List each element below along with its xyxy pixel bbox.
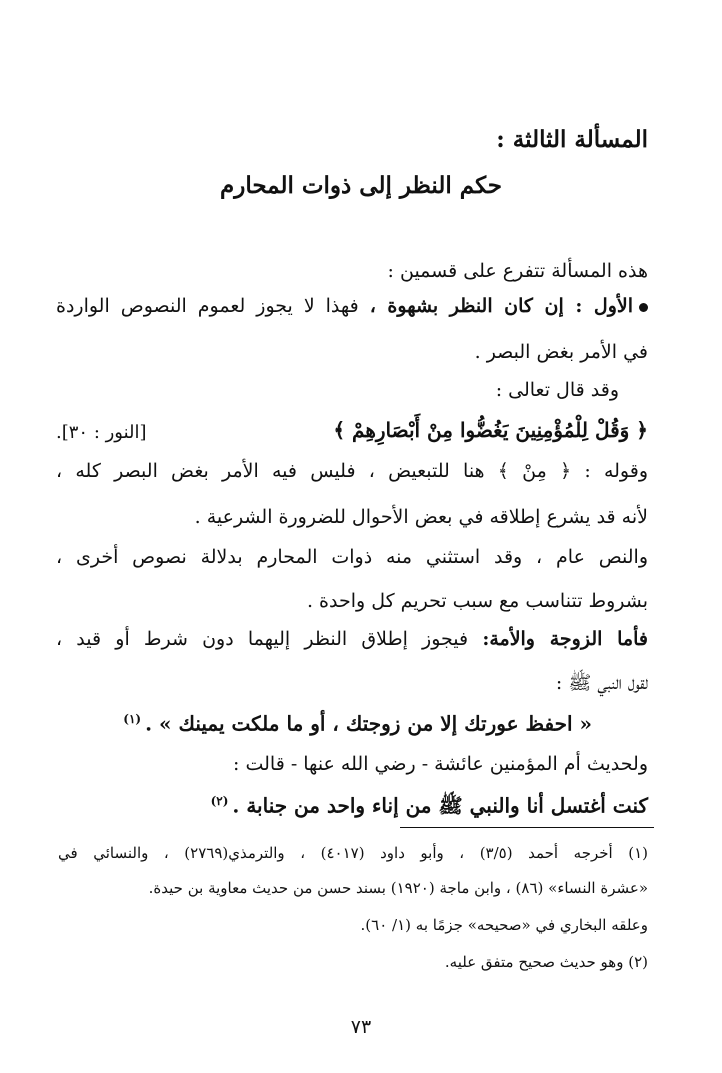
general-text: والنص عام ، وقد استثني منه ذوات المحارم بدلالة نصوص أخرى ،	[56, 546, 648, 568]
hadith-2-text: كنت أغتسل أنا والنبي ﷺ من إناء واحد من جنابة .	[232, 793, 648, 818]
topic-title: حكم النظر إلى ذوات المحارم	[219, 172, 502, 199]
page-number: ٧٣	[350, 1016, 372, 1038]
first-case-text: فهذا لا يجوز لعموم النصوص الواردة	[56, 295, 359, 317]
footnote-ref-2: (٢)	[210, 794, 229, 808]
min-explanation-continuation: لأنه قد يشرع إطلاقه في بعض الأحوال للضرورة الشرعية .	[194, 506, 648, 528]
first-case-continuation: في الأمر بغض البصر .	[474, 341, 648, 363]
aisha-line: ولحديث أم المؤمنين عائشة - رضي الله عنها - قالت :	[233, 753, 648, 775]
min-explanation-line	[56, 462, 648, 481]
general-text-line	[56, 548, 648, 567]
first-case-label: الأول : إن كان النظر بشهوة ،	[369, 295, 633, 317]
footnote-1-line-2: «عشرة النساء» (٨٦) ، وابن ماجة (١٩٢٠) بسند حسن من حديث معاوية بن حيدة.	[148, 879, 648, 897]
hadith-1-text: « احفظ عورتك إلا من زوجتك ، أو ما ملكت يمينك » .	[145, 711, 592, 736]
hadith-2	[211, 795, 648, 816]
intro-line: هذه المسألة تتفرع على قسمين :	[387, 260, 648, 282]
footnote-1-line-1: (١) أخرجه أحمد (٣/٥) ، وأبو داود (٤٠١٧) ، والترمذي(٢٧٦٩) ، والنسائي في	[58, 844, 649, 862]
general-text-continuation: بشروط تتناسب مع سبب تحريم كل واحدة .	[306, 590, 648, 612]
bullet-icon	[639, 303, 648, 312]
footnote-separator	[400, 827, 654, 828]
prophet-said-line: لقول النبي ﷺ :	[555, 672, 648, 694]
verse-reference: [النور : ٣٠].	[56, 422, 147, 443]
footnote-2: (٢) وهو حديث صحيح متفق عليه.	[444, 953, 648, 971]
first-case-paragraph	[56, 297, 648, 316]
wife-paragraph	[56, 630, 648, 649]
section-heading: المسألة الثالثة :	[496, 126, 648, 153]
allah-said-line: وقد قال تعالى :	[495, 379, 619, 401]
quran-verse: ﴿ وَقُلْ لِلْمُؤْمِنِينَ يَغُضُّوا مِنْ أَبْصَارِهِمْ ﴾	[333, 418, 648, 442]
wife-text: فيجوز إطلاق النظر إليهما دون شرط أو قيد ،	[56, 628, 469, 650]
min-explanation-text: وقوله : ﴿ مِنْ ﴾ هنا للتبعيض ، فليس فيه الأمر بغض البصر كله ،	[56, 460, 648, 482]
wife-label: فأما الزوجة والأمة:	[482, 628, 648, 650]
footnote-1-line-3: وعلقه البخاري في «صحيحه» جزمًا به (١/ ٦٠).	[360, 916, 648, 934]
footnote-ref-1: (١)	[123, 712, 142, 726]
hadith-1	[123, 713, 592, 734]
